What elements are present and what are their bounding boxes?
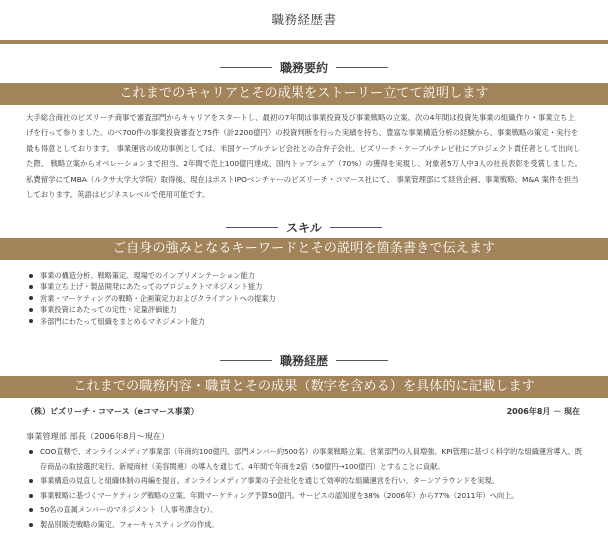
role-title: 事業管理部 部長（2006年8月～現在） xyxy=(26,431,170,441)
list-item: 事業戦略に基づくマーケティング戦略の立案。年間マーケティング予算50億円。サービスの認知度を38%（2006年）から77%（2011年）へ向上。 xyxy=(28,489,583,504)
skills-heading xyxy=(0,219,608,236)
list-item: 営業・マーケティングの戦略・企画策定力およびクライアントへの提案力 xyxy=(28,293,583,304)
list-item: 事業立ち上げ・製品開発にあたってのプロジェクトマネジメント能力 xyxy=(28,281,583,292)
heading-rule-left xyxy=(220,360,272,361)
list-item: 多部門にわたって組織をまとめるマネジメント能力 xyxy=(28,316,583,327)
list-item: 製品別販売戦略の策定、フォーキャスティングの作成。 xyxy=(28,518,583,533)
list-item: 事業構造の見直しと組織体制の再編を提言。オンラインメディア事業の子会社化を通じて効率的な組織運営を行い、ターンアラウンドを実現。 xyxy=(28,474,583,489)
skills-heading-label: スキル xyxy=(286,221,322,235)
heading-rule-right xyxy=(336,67,388,68)
career-heading-label: 職務経歴 xyxy=(279,354,328,368)
summary-heading-label: 職務要約 xyxy=(279,61,328,75)
achievements-list xyxy=(28,445,583,532)
list-item: COO直轄で、オンラインメディア事業部（年商約100億円、部門メンバー約500名）の事業戦略立案。営業部門の人員増強、KPI管理に基づく科学的な組織運営導入、既存商品の取捨選択実行、新規商材（美容関連）の導入を通じて、4年間で年商を2倍（50億円→100億円）とすることに貢献。 xyxy=(28,445,583,474)
list-item: 事業の構造分析、戦略策定、現場でのインプリメンテーション能力 xyxy=(28,270,583,281)
summary-heading xyxy=(0,59,608,76)
summary-banner: これまでのキャリアとその成果をストーリー立てて説明します xyxy=(0,83,608,105)
heading-rule-left xyxy=(220,67,272,68)
title-divider xyxy=(0,40,608,44)
skills-list xyxy=(28,270,583,327)
list-item: 50名の直属メンバーのマネジメント（人事考課含む）。 xyxy=(28,503,583,518)
career-heading xyxy=(0,352,608,369)
document-title: 職務経歴書 xyxy=(271,12,337,27)
company-name: （株）ビズリーチ・コマース（eコマース事業） xyxy=(26,407,199,416)
heading-rule-left xyxy=(226,227,278,228)
career-banner: これまでの職務内容・職責とその成果（数字を含める）を具体的に記載します xyxy=(0,376,608,398)
company-row xyxy=(26,406,580,417)
heading-rule-right xyxy=(330,227,382,228)
heading-rule-right xyxy=(336,360,388,361)
employment-period: 2006年8月 － 現在 xyxy=(506,407,580,416)
summary-text: 大手総合商社のビズリーチ商事で審査部門からキャリアをスタートし、最初の7年間は事業投資及び事業戦略の立案、次の4年間は投資先事業の組織作り・事業立ち上げを行って参りました。のべ700件の事業投資審査と75件（計2200億円）の投資判断を行った実績を持ち、豊富な事業構造分析の経験から、事業戦略の策定・実行を最も得意としております。 事業運営の成功事例としては、米国ケーブルテレビ会社との合弁子会社、ビズリーチ・ケーブルテレビ社にプロジェクト責任者として出向した際、 戦略立案からオペレーションまで担当。2年間で売上100億円達成、国内トップシェア（70%）の獲得を実現し、対象者5万人中3人の社長表彰を受賞しました。 私費留学にてMBA（ルクサ大学大学院）取得後、現在はポストIPOベンチャーのビズリーチ・コマース社にて、 事業管理部にて経営企画、事業戦略、M&A 案件を担当しております。英語はビジネスレベルで使用可能です。 xyxy=(26,113,582,200)
skills-banner: ご自身の強みとなるキーワードとその説明を箇条書きで伝えます xyxy=(0,238,608,260)
list-item: 事業投資にあたっての定性・定量評価能力 xyxy=(28,304,583,315)
